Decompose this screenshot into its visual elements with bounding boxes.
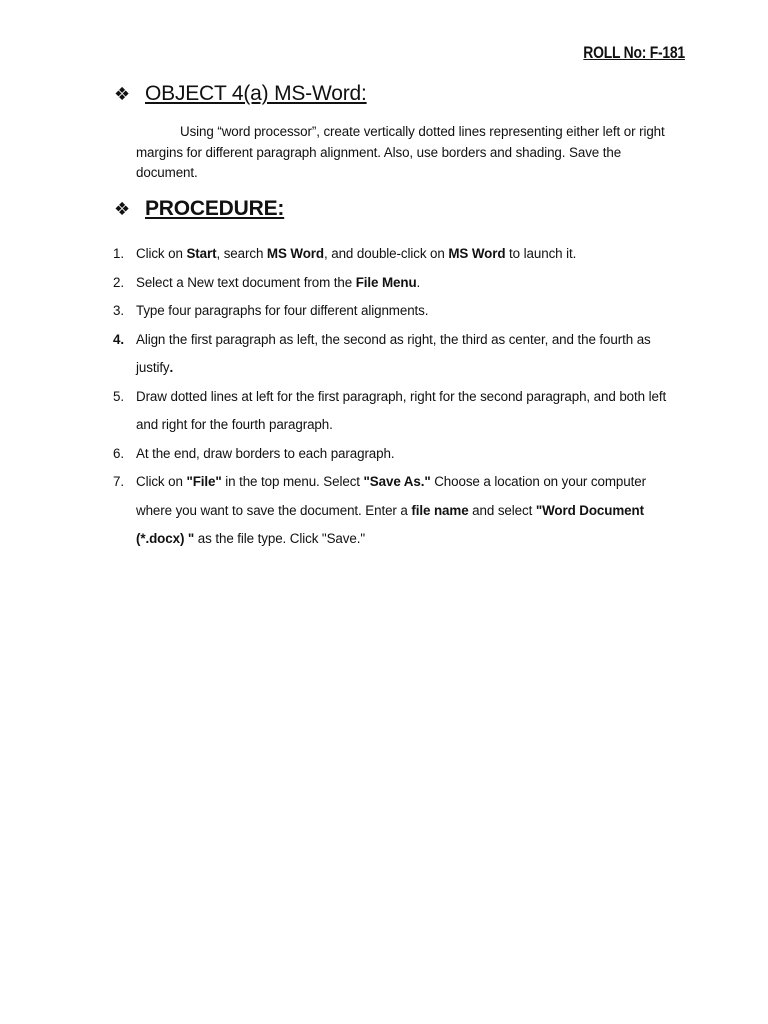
step-bold-term: file name [411, 502, 469, 518]
step-text: Type four paragraphs for four different alignments. [136, 303, 429, 318]
object-description-text: Using “word processor”, create vertically dotted lines representing either left or right margins for different paragraph alignment. Also, use borders and shading. Save the document. [136, 124, 665, 180]
procedure-step-7 [113, 468, 683, 554]
procedure-steps [113, 240, 683, 554]
step-text: Choose a location on your computer where you want to save the document. Enter a [136, 474, 646, 518]
step-bold-term: MS Word [448, 246, 506, 261]
step-number: 2. [113, 274, 124, 290]
step-text: , search [216, 246, 267, 261]
step-text: as the file type. Click "Save." [194, 531, 365, 546]
step-number: 1. [113, 246, 124, 261]
roll-number: ROLL No: F-181 [583, 43, 685, 62]
step-number: 6. [113, 445, 124, 461]
step-number: 5. [113, 388, 124, 404]
step-text: Click on [136, 246, 187, 261]
step-text: to launch it. [505, 246, 577, 261]
step-text: Click on [136, 474, 187, 489]
step-bold-term: "Word Document (*.docx) " [136, 502, 644, 546]
step-text: At the end, draw borders to each paragraph. [136, 445, 395, 461]
step-bold-term: File Menu [355, 274, 417, 290]
step-number: 7. [113, 474, 124, 489]
step-text: Select a New text document from the [136, 274, 356, 290]
procedure-step-1 [113, 240, 683, 269]
object-description [136, 122, 681, 184]
step-number: 4. [113, 331, 124, 347]
procedure-heading [114, 197, 284, 221]
step-text: Draw dotted lines at left for the first paragraph, right for the second paragraph, and both left and right for the fourth paragraph. [136, 388, 667, 432]
diamond-bullet-icon: ❖ [114, 84, 131, 104]
procedure-step-5 [113, 383, 683, 440]
object-title: OBJECT 4(a) MS-Word: [145, 82, 367, 105]
step-text: Align the first paragraph as left, the second as right, the third as center, and the fourth as justify [136, 331, 651, 375]
procedure-step-3 [113, 297, 683, 326]
step-text: . [416, 274, 421, 290]
procedure-step-6 [113, 440, 683, 469]
step-bold-term: MS Word [266, 246, 324, 261]
diamond-bullet-icon: ❖ [114, 199, 131, 219]
step-number: 3. [113, 303, 124, 318]
procedure-step-2 [113, 269, 683, 298]
step-text: and select [468, 502, 536, 518]
procedure-title: PROCEDURE: [145, 197, 285, 220]
step-bold-term: Start [186, 246, 217, 261]
procedure-step-4 [113, 326, 683, 383]
step-bold-term: "File" [186, 474, 222, 489]
step-bold-term: "Save As." [363, 474, 431, 489]
object-heading [114, 82, 367, 106]
step-text: , and double-click on [324, 246, 449, 261]
step-text: in the top menu. Select [221, 474, 364, 489]
step-bold-term: . [169, 360, 174, 375]
